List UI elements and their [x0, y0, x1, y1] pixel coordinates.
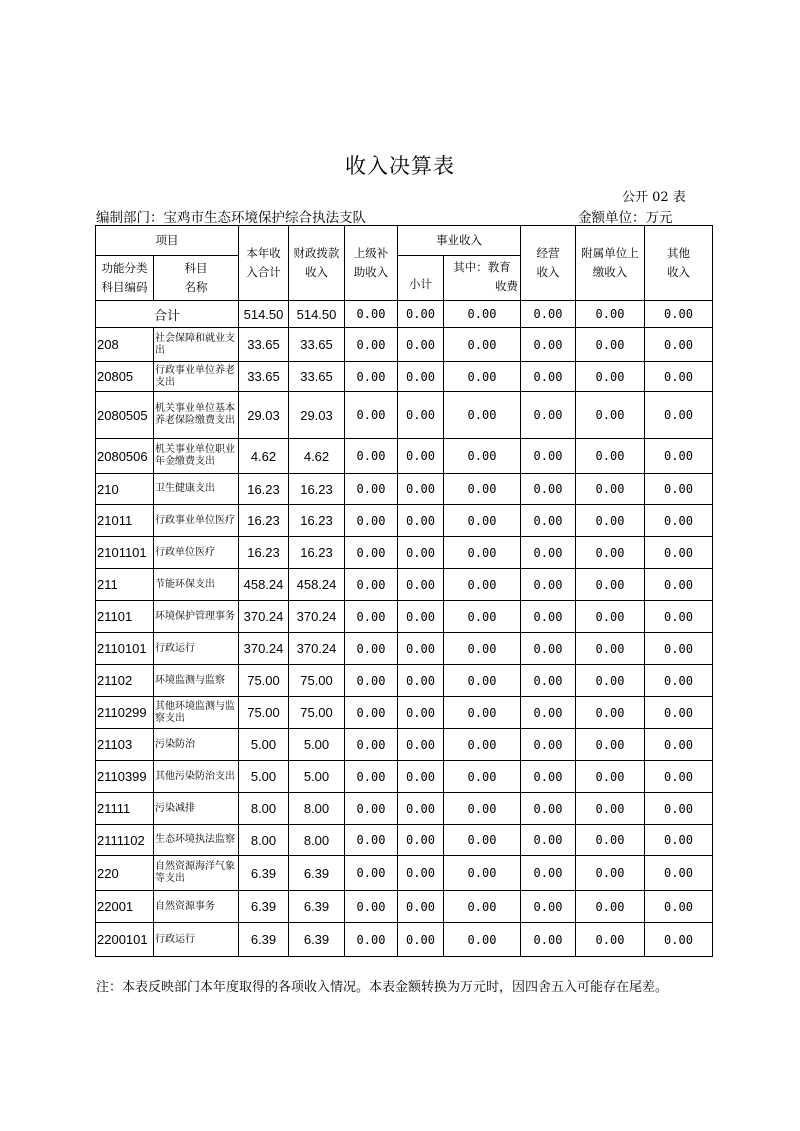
table-row — [96, 328, 713, 362]
footnote: 注：本表反映部门本年度取得的各项收入情况。本表金额转换为万元时，因四舍五入可能存在尾差。 — [96, 980, 669, 995]
table-row — [96, 474, 713, 505]
page-title: 收入决算表 — [345, 154, 455, 178]
header-other-line1: 其他 — [667, 246, 690, 260]
row-fiscal: 458.24 — [289, 569, 345, 601]
header-total — [239, 226, 289, 301]
row-affiliated: 0.00 — [576, 697, 645, 729]
header-superior-line2: 助收入 — [353, 265, 389, 279]
row-affiliated: 0.00 — [576, 362, 645, 392]
row-operating: 0.00 — [521, 328, 576, 362]
row-superior: 0.00 — [345, 697, 398, 729]
row-name: 环境监测与监察 — [154, 665, 239, 697]
row-code: 22001 — [96, 891, 154, 923]
total-superior: 0.00 — [345, 301, 398, 328]
row-other: 0.00 — [645, 439, 713, 474]
row-edu: 0.00 — [444, 729, 521, 761]
row-superior: 0.00 — [345, 633, 398, 665]
row-name: 生态环境执法监察 — [154, 825, 239, 856]
row-superior: 0.00 — [345, 474, 398, 505]
row-code: 2080505 — [96, 392, 154, 439]
header-edu-line2: 收费 — [495, 279, 518, 293]
row-name: 行政事业单位养老支出 — [154, 362, 239, 392]
row-subtotal: 0.00 — [398, 923, 444, 957]
row-subtotal: 0.00 — [398, 439, 444, 474]
row-operating: 0.00 — [521, 856, 576, 891]
header-other-line2: 收入 — [667, 265, 690, 279]
row-other: 0.00 — [645, 505, 713, 537]
table-row — [96, 891, 713, 923]
row-code: 2200101 — [96, 923, 154, 957]
row-superior: 0.00 — [345, 891, 398, 923]
unit-label: 金额单位：万元 — [578, 210, 673, 226]
row-fiscal: 75.00 — [289, 697, 345, 729]
row-subtotal: 0.00 — [398, 537, 444, 569]
row-other: 0.00 — [645, 923, 713, 957]
row-operating: 0.00 — [521, 825, 576, 856]
table-row — [96, 392, 713, 439]
header-operating — [521, 226, 576, 301]
row-subtotal: 0.00 — [398, 729, 444, 761]
row-other: 0.00 — [645, 665, 713, 697]
header-other — [645, 226, 713, 301]
row-subtotal: 0.00 — [398, 697, 444, 729]
row-name: 行政运行 — [154, 633, 239, 665]
row-fiscal: 6.39 — [289, 891, 345, 923]
header-operating-line2: 收入 — [536, 265, 560, 279]
table-row — [96, 362, 713, 392]
row-fiscal: 16.23 — [289, 537, 345, 569]
row-affiliated: 0.00 — [576, 856, 645, 891]
table-row — [96, 923, 713, 957]
row-operating: 0.00 — [521, 537, 576, 569]
total-affiliated: 0.00 — [576, 301, 645, 328]
row-fiscal: 75.00 — [289, 665, 345, 697]
header-affiliated — [576, 226, 645, 301]
row-operating: 0.00 — [521, 923, 576, 957]
row-operating: 0.00 — [521, 697, 576, 729]
row-name: 节能环保支出 — [154, 569, 239, 601]
row-superior: 0.00 — [345, 856, 398, 891]
row-superior: 0.00 — [345, 729, 398, 761]
row-operating: 0.00 — [521, 439, 576, 474]
row-edu: 0.00 — [444, 856, 521, 891]
row-fiscal: 16.23 — [289, 474, 345, 505]
table-row — [96, 793, 713, 825]
row-fiscal: 33.65 — [289, 328, 345, 362]
row-code: 2080506 — [96, 439, 154, 474]
row-affiliated: 0.00 — [576, 891, 645, 923]
row-affiliated: 0.00 — [576, 923, 645, 957]
row-superior: 0.00 — [345, 392, 398, 439]
table-row — [96, 697, 713, 729]
row-edu: 0.00 — [444, 328, 521, 362]
row-other: 0.00 — [645, 569, 713, 601]
header-affiliated-line1: 附属单位上 — [581, 246, 639, 260]
row-fiscal: 4.62 — [289, 439, 345, 474]
row-name: 污染防治 — [154, 729, 239, 761]
row-operating: 0.00 — [521, 793, 576, 825]
table-body — [96, 301, 713, 957]
header-affiliated-line2: 缴收入 — [592, 265, 628, 279]
row-operating: 0.00 — [521, 505, 576, 537]
row-edu: 0.00 — [444, 362, 521, 392]
row-other: 0.00 — [645, 392, 713, 439]
row-total: 33.65 — [239, 362, 289, 392]
row-code: 21101 — [96, 601, 154, 633]
row-other: 0.00 — [645, 601, 713, 633]
row-other: 0.00 — [645, 362, 713, 392]
row-edu: 0.00 — [444, 537, 521, 569]
row-fiscal: 5.00 — [289, 761, 345, 793]
header-subject-line1: 科目 — [184, 261, 208, 275]
row-other: 0.00 — [645, 825, 713, 856]
row-other: 0.00 — [645, 729, 713, 761]
row-edu: 0.00 — [444, 697, 521, 729]
department-label: 编制部门：宝鸡市生态环境保护综合执法支队 — [96, 210, 366, 226]
row-total: 8.00 — [239, 793, 289, 825]
row-code: 2110399 — [96, 761, 154, 793]
row-other: 0.00 — [645, 537, 713, 569]
header-func-code-line1: 功能分类 — [101, 261, 148, 275]
row-total: 8.00 — [239, 825, 289, 856]
header-project: 项目 — [96, 226, 239, 256]
row-other: 0.00 — [645, 856, 713, 891]
row-code: 220 — [96, 856, 154, 891]
row-edu: 0.00 — [444, 793, 521, 825]
row-subtotal: 0.00 — [398, 474, 444, 505]
row-fiscal: 33.65 — [289, 362, 345, 392]
row-other: 0.00 — [645, 761, 713, 793]
row-subtotal: 0.00 — [398, 392, 444, 439]
row-total: 29.03 — [239, 392, 289, 439]
row-subtotal: 0.00 — [398, 362, 444, 392]
row-subtotal: 0.00 — [398, 891, 444, 923]
row-operating: 0.00 — [521, 474, 576, 505]
table-row — [96, 505, 713, 537]
row-affiliated: 0.00 — [576, 392, 645, 439]
row-fiscal: 8.00 — [289, 793, 345, 825]
row-operating: 0.00 — [521, 392, 576, 439]
table-row — [96, 439, 713, 474]
row-superior: 0.00 — [345, 439, 398, 474]
table-row — [96, 729, 713, 761]
row-subtotal: 0.00 — [398, 825, 444, 856]
row-total: 4.62 — [239, 439, 289, 474]
total-label: 合计 — [96, 301, 239, 328]
row-fiscal: 6.39 — [289, 923, 345, 957]
row-total: 5.00 — [239, 729, 289, 761]
row-name: 其他污染防治支出 — [154, 761, 239, 793]
header-superior-line1: 上级补 — [353, 246, 389, 260]
header-fiscal-line1: 财政拨款 — [293, 246, 340, 260]
row-total: 16.23 — [239, 537, 289, 569]
table-row — [96, 761, 713, 793]
row-name: 自然资源事务 — [154, 891, 239, 923]
row-code: 21011 — [96, 505, 154, 537]
row-superior: 0.00 — [345, 362, 398, 392]
row-superior: 0.00 — [345, 569, 398, 601]
row-subtotal: 0.00 — [398, 761, 444, 793]
row-edu: 0.00 — [444, 601, 521, 633]
row-affiliated: 0.00 — [576, 474, 645, 505]
row-other: 0.00 — [645, 328, 713, 362]
header-edu-line1: 其中：教育 — [453, 260, 511, 274]
row-edu: 0.00 — [444, 923, 521, 957]
row-operating: 0.00 — [521, 665, 576, 697]
row-other: 0.00 — [645, 474, 713, 505]
header-total-line1: 本年收 — [246, 246, 281, 260]
row-operating: 0.00 — [521, 362, 576, 392]
row-code: 2110299 — [96, 697, 154, 729]
row-code: 20805 — [96, 362, 154, 392]
row-operating: 0.00 — [521, 729, 576, 761]
row-code: 21111 — [96, 793, 154, 825]
row-fiscal: 29.03 — [289, 392, 345, 439]
row-total: 75.00 — [239, 665, 289, 697]
table-row — [96, 569, 713, 601]
row-subtotal: 0.00 — [398, 633, 444, 665]
row-superior: 0.00 — [345, 793, 398, 825]
row-code: 211 — [96, 569, 154, 601]
row-name: 行政运行 — [154, 923, 239, 957]
row-total: 16.23 — [239, 505, 289, 537]
row-superior: 0.00 — [345, 328, 398, 362]
row-name: 行政单位医疗 — [154, 537, 239, 569]
row-subtotal: 0.00 — [398, 569, 444, 601]
row-name: 其他环境监测与监察支出 — [154, 697, 239, 729]
row-affiliated: 0.00 — [576, 825, 645, 856]
row-affiliated: 0.00 — [576, 633, 645, 665]
row-fiscal: 8.00 — [289, 825, 345, 856]
header-total-line2: 入合计 — [246, 265, 281, 279]
form-code: 公开 02 表 — [622, 190, 686, 205]
header-superior — [345, 226, 398, 301]
row-edu: 0.00 — [444, 474, 521, 505]
total-row — [96, 301, 713, 328]
row-superior: 0.00 — [345, 923, 398, 957]
row-total: 75.00 — [239, 697, 289, 729]
total-other: 0.00 — [645, 301, 713, 328]
row-total: 6.39 — [239, 923, 289, 957]
row-subtotal: 0.00 — [398, 793, 444, 825]
row-superior: 0.00 — [345, 761, 398, 793]
row-total: 370.24 — [239, 601, 289, 633]
row-code: 210 — [96, 474, 154, 505]
row-edu: 0.00 — [444, 761, 521, 793]
total-subtotal: 0.00 — [398, 301, 444, 328]
row-affiliated: 0.00 — [576, 761, 645, 793]
row-name: 环境保护管理事务 — [154, 601, 239, 633]
row-affiliated: 0.00 — [576, 569, 645, 601]
row-subtotal: 0.00 — [398, 505, 444, 537]
row-operating: 0.00 — [521, 601, 576, 633]
row-fiscal: 6.39 — [289, 856, 345, 891]
row-operating: 0.00 — [521, 633, 576, 665]
income-table — [95, 225, 713, 957]
row-total: 5.00 — [239, 761, 289, 793]
row-total: 6.39 — [239, 856, 289, 891]
row-other: 0.00 — [645, 793, 713, 825]
header-subject — [154, 256, 239, 301]
row-affiliated: 0.00 — [576, 328, 645, 362]
row-name: 社会保障和就业支出 — [154, 328, 239, 362]
row-affiliated: 0.00 — [576, 439, 645, 474]
row-subtotal: 0.00 — [398, 665, 444, 697]
row-edu: 0.00 — [444, 633, 521, 665]
row-subtotal: 0.00 — [398, 601, 444, 633]
table-row — [96, 825, 713, 856]
row-total: 370.24 — [239, 633, 289, 665]
row-operating: 0.00 — [521, 569, 576, 601]
total-total: 514.50 — [239, 301, 289, 328]
header-func-code — [96, 256, 154, 301]
row-operating: 0.00 — [521, 891, 576, 923]
row-operating: 0.00 — [521, 761, 576, 793]
table-row — [96, 856, 713, 891]
row-code: 2110101 — [96, 633, 154, 665]
row-code: 2101101 — [96, 537, 154, 569]
row-fiscal: 5.00 — [289, 729, 345, 761]
row-name: 机关事业单位基本养老保险缴费支出 — [154, 392, 239, 439]
header-business: 事业收入 — [398, 226, 521, 256]
row-superior: 0.00 — [345, 601, 398, 633]
row-superior: 0.00 — [345, 505, 398, 537]
row-name: 自然资源海洋气象等支出 — [154, 856, 239, 891]
row-code: 208 — [96, 328, 154, 362]
row-edu: 0.00 — [444, 439, 521, 474]
row-affiliated: 0.00 — [576, 665, 645, 697]
row-other: 0.00 — [645, 633, 713, 665]
row-other: 0.00 — [645, 697, 713, 729]
total-operating: 0.00 — [521, 301, 576, 328]
row-affiliated: 0.00 — [576, 793, 645, 825]
header-fiscal — [289, 226, 345, 301]
row-code: 21102 — [96, 665, 154, 697]
table-header — [96, 226, 713, 301]
header-operating-line1: 经营 — [536, 246, 560, 260]
header-edu — [444, 256, 521, 301]
row-affiliated: 0.00 — [576, 537, 645, 569]
row-total: 6.39 — [239, 891, 289, 923]
row-code: 2111102 — [96, 825, 154, 856]
row-affiliated: 0.00 — [576, 601, 645, 633]
row-other: 0.00 — [645, 891, 713, 923]
header-subtotal: 小计 — [398, 256, 444, 301]
row-edu: 0.00 — [444, 569, 521, 601]
row-edu: 0.00 — [444, 505, 521, 537]
row-total: 458.24 — [239, 569, 289, 601]
row-subtotal: 0.00 — [398, 856, 444, 891]
row-fiscal: 370.24 — [289, 601, 345, 633]
row-edu: 0.00 — [444, 665, 521, 697]
row-name: 污染减排 — [154, 793, 239, 825]
total-fiscal: 514.50 — [289, 301, 345, 328]
row-edu: 0.00 — [444, 392, 521, 439]
header-func-code-line2: 科目编码 — [101, 280, 148, 294]
header-fiscal-line2: 收入 — [305, 265, 328, 279]
row-subtotal: 0.00 — [398, 328, 444, 362]
table-row — [96, 537, 713, 569]
row-fiscal: 370.24 — [289, 633, 345, 665]
table-row — [96, 601, 713, 633]
total-edu: 0.00 — [444, 301, 521, 328]
row-superior: 0.00 — [345, 537, 398, 569]
table-row — [96, 633, 713, 665]
row-total: 33.65 — [239, 328, 289, 362]
row-edu: 0.00 — [444, 891, 521, 923]
row-superior: 0.00 — [345, 825, 398, 856]
row-code: 21103 — [96, 729, 154, 761]
row-edu: 0.00 — [444, 825, 521, 856]
row-name: 机关事业单位职业年金缴费支出 — [154, 439, 239, 474]
row-affiliated: 0.00 — [576, 729, 645, 761]
row-total: 16.23 — [239, 474, 289, 505]
row-name: 行政事业单位医疗 — [154, 505, 239, 537]
row-superior: 0.00 — [345, 665, 398, 697]
header-subject-line2: 名称 — [184, 280, 208, 294]
row-name: 卫生健康支出 — [154, 474, 239, 505]
row-fiscal: 16.23 — [289, 505, 345, 537]
row-affiliated: 0.00 — [576, 505, 645, 537]
table-row — [96, 665, 713, 697]
